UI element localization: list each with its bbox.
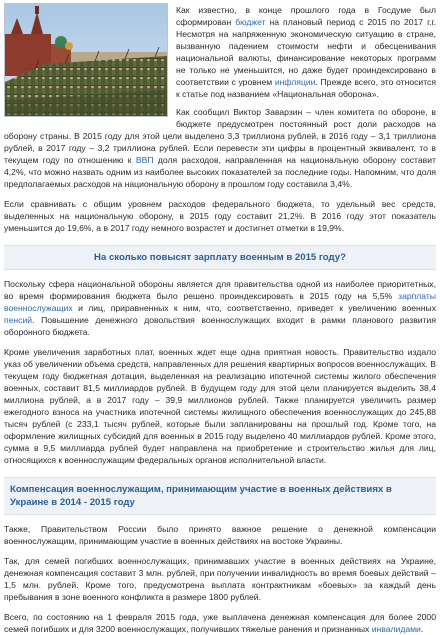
article-content [4, 0, 436, 635]
parade-photo-image [5, 4, 167, 116]
parade-photo [4, 3, 168, 117]
text-run: Всего, по состоянию на 1 февраля 2015 года, уже выплачена денежная компенсация для более 2000 семей погибших и для 3200 военнослужащих, получивших тяжелые ранения и признанных [4, 612, 436, 634]
salary-link[interactable]: зарплаты военнослужащих [4, 291, 436, 313]
salary-paragraph-1 [4, 278, 436, 338]
compensation-paragraph-2: Так, для семей погибших военнослужащих, принимавших участие в военных действиях на Украине, денежная компенсация составит 3 млн. рублей, при получении инвалидность во время боевых действий – 1,5 млн. рублей. Кроме того, предусмотрена выплата контрактникам «боевых» за каждый день пребывания в зоне военного конфликта в размере 1800 рублей. [4, 556, 436, 602]
inflation-link[interactable]: инфляции [274, 77, 316, 87]
text-run: . Повышение денежного довольствия военнослужащих входит в рамки планового развития оборонного бюджета. [4, 315, 436, 337]
text-run: Поскольку сфера национальной обороны является для правительства одной из наиболее приоритетных, во время формирования бюджета было решено проиндексировать в 2015 году на 5,5% [4, 279, 436, 301]
budget-link[interactable]: бюджет [235, 17, 266, 27]
text-run: . [420, 624, 424, 634]
text-run: Как известно, в конце прошлого года в Госдуме был сформирован [176, 5, 436, 27]
section-heading-compensation: Компенсация военнослужащим, принимающим участие в военных действиях в Украине в 2014 - 2015 году [4, 477, 436, 515]
pension-link[interactable]: пенсий [4, 315, 33, 325]
text-run: Как сообщил Виктор Заварзин – член комитета по обороне, в бюджете предусмотрен постоянный рост доли расходов на оборону страны. В 2015 году для этой цели выделено 3,3 триллиона рублей, в 2016 году – 3,1 триллиона рублей, в 2017 году – 3,2 триллиона рублей. Если перевести эти цифры в процентный эквивалент, то в текущем году по отношению к [4, 107, 436, 165]
compensation-paragraph-1: Также, Правительством России было принято важное решение о денежной компенсации военнослужащим, принимающим участие в военных действиях на востоке Украины. [4, 524, 436, 546]
text-run: доля расходов, направленная на национальную оборону составит 4,2%, что можно назвать одним из наиболее высоких показателей за последние годы. Напомним, что доля предполагаемых расходов на национальную оборону в прошлом году составила 3,4%. [4, 155, 436, 189]
intro-paragraph-2 [4, 106, 436, 190]
budget-share-paragraph: Если сравнивать с общим уровнем расходов федерального бюджета, то удельный вес средств, выделенных на национальную оборону, в 2015 году составит 21,2%. В 2016 году этот показатель уменьшится до 19,6%, а в 2017 году немного возрастет и достигнет отметки в 19,9%. [4, 199, 436, 233]
vvp-link[interactable]: ВВП [135, 155, 154, 165]
disabled-link[interactable]: инвалидами [371, 624, 421, 634]
compensation-paragraph-3 [4, 611, 436, 635]
text-run: на плановый период с 2015 по 2017 г.г. Несмотря на напряженную экономическую ситуацию в стране, вызванную падением стоимости нефти и обесценивания национальной валюты, финансирование некоторых программ не только не уменьшится, но даже будет проиндексировано в соответствии с уровнем [176, 17, 437, 87]
salary-paragraph-2: Кроме увеличения заработных плат, военных ждет еще одна приятная новость. Правительство издало указ об увеличении объема средств, направленных для решения квартирных вопросов военнослужащих. В текущем году бюджетная дотация, выделенная на реализацию ипотечной системы жилого обеспечения военных, составит 81,5 миллиардов рублей. В будущем году для этой цели планируется выделить 38,4 миллиона рублей, а в 2017 году – 39,9 миллионов рублей. Также планируется увеличить размер ежегодного взноса на участника ипотечной системы жилищного обеспечения военнослужащих до 245,88 тысяч рублей (с 233,1 тысяч рублей, которые были запланированы на прошлый год. Кроме того, на оформление жилищных субсидий для военных в 2015 году выделено 40 миллиардов рублей. Кроме этого, сумма в 9,5 миллиарда рублей будет направлена на приобретение и строительство жилья для лиц, относящихся к военнослужащим федеральных органов исполнительной власти. [4, 347, 436, 465]
text-run: . Прежде всего, это относится к статье под названием «Национальная оборона». [176, 77, 436, 99]
section-heading-salary: На сколько повысят зарплату военным в 2015 году? [4, 245, 436, 270]
text-run: и лиц, приравненных к ним, что, соответственно, приведет к увеличению военных [72, 303, 436, 313]
